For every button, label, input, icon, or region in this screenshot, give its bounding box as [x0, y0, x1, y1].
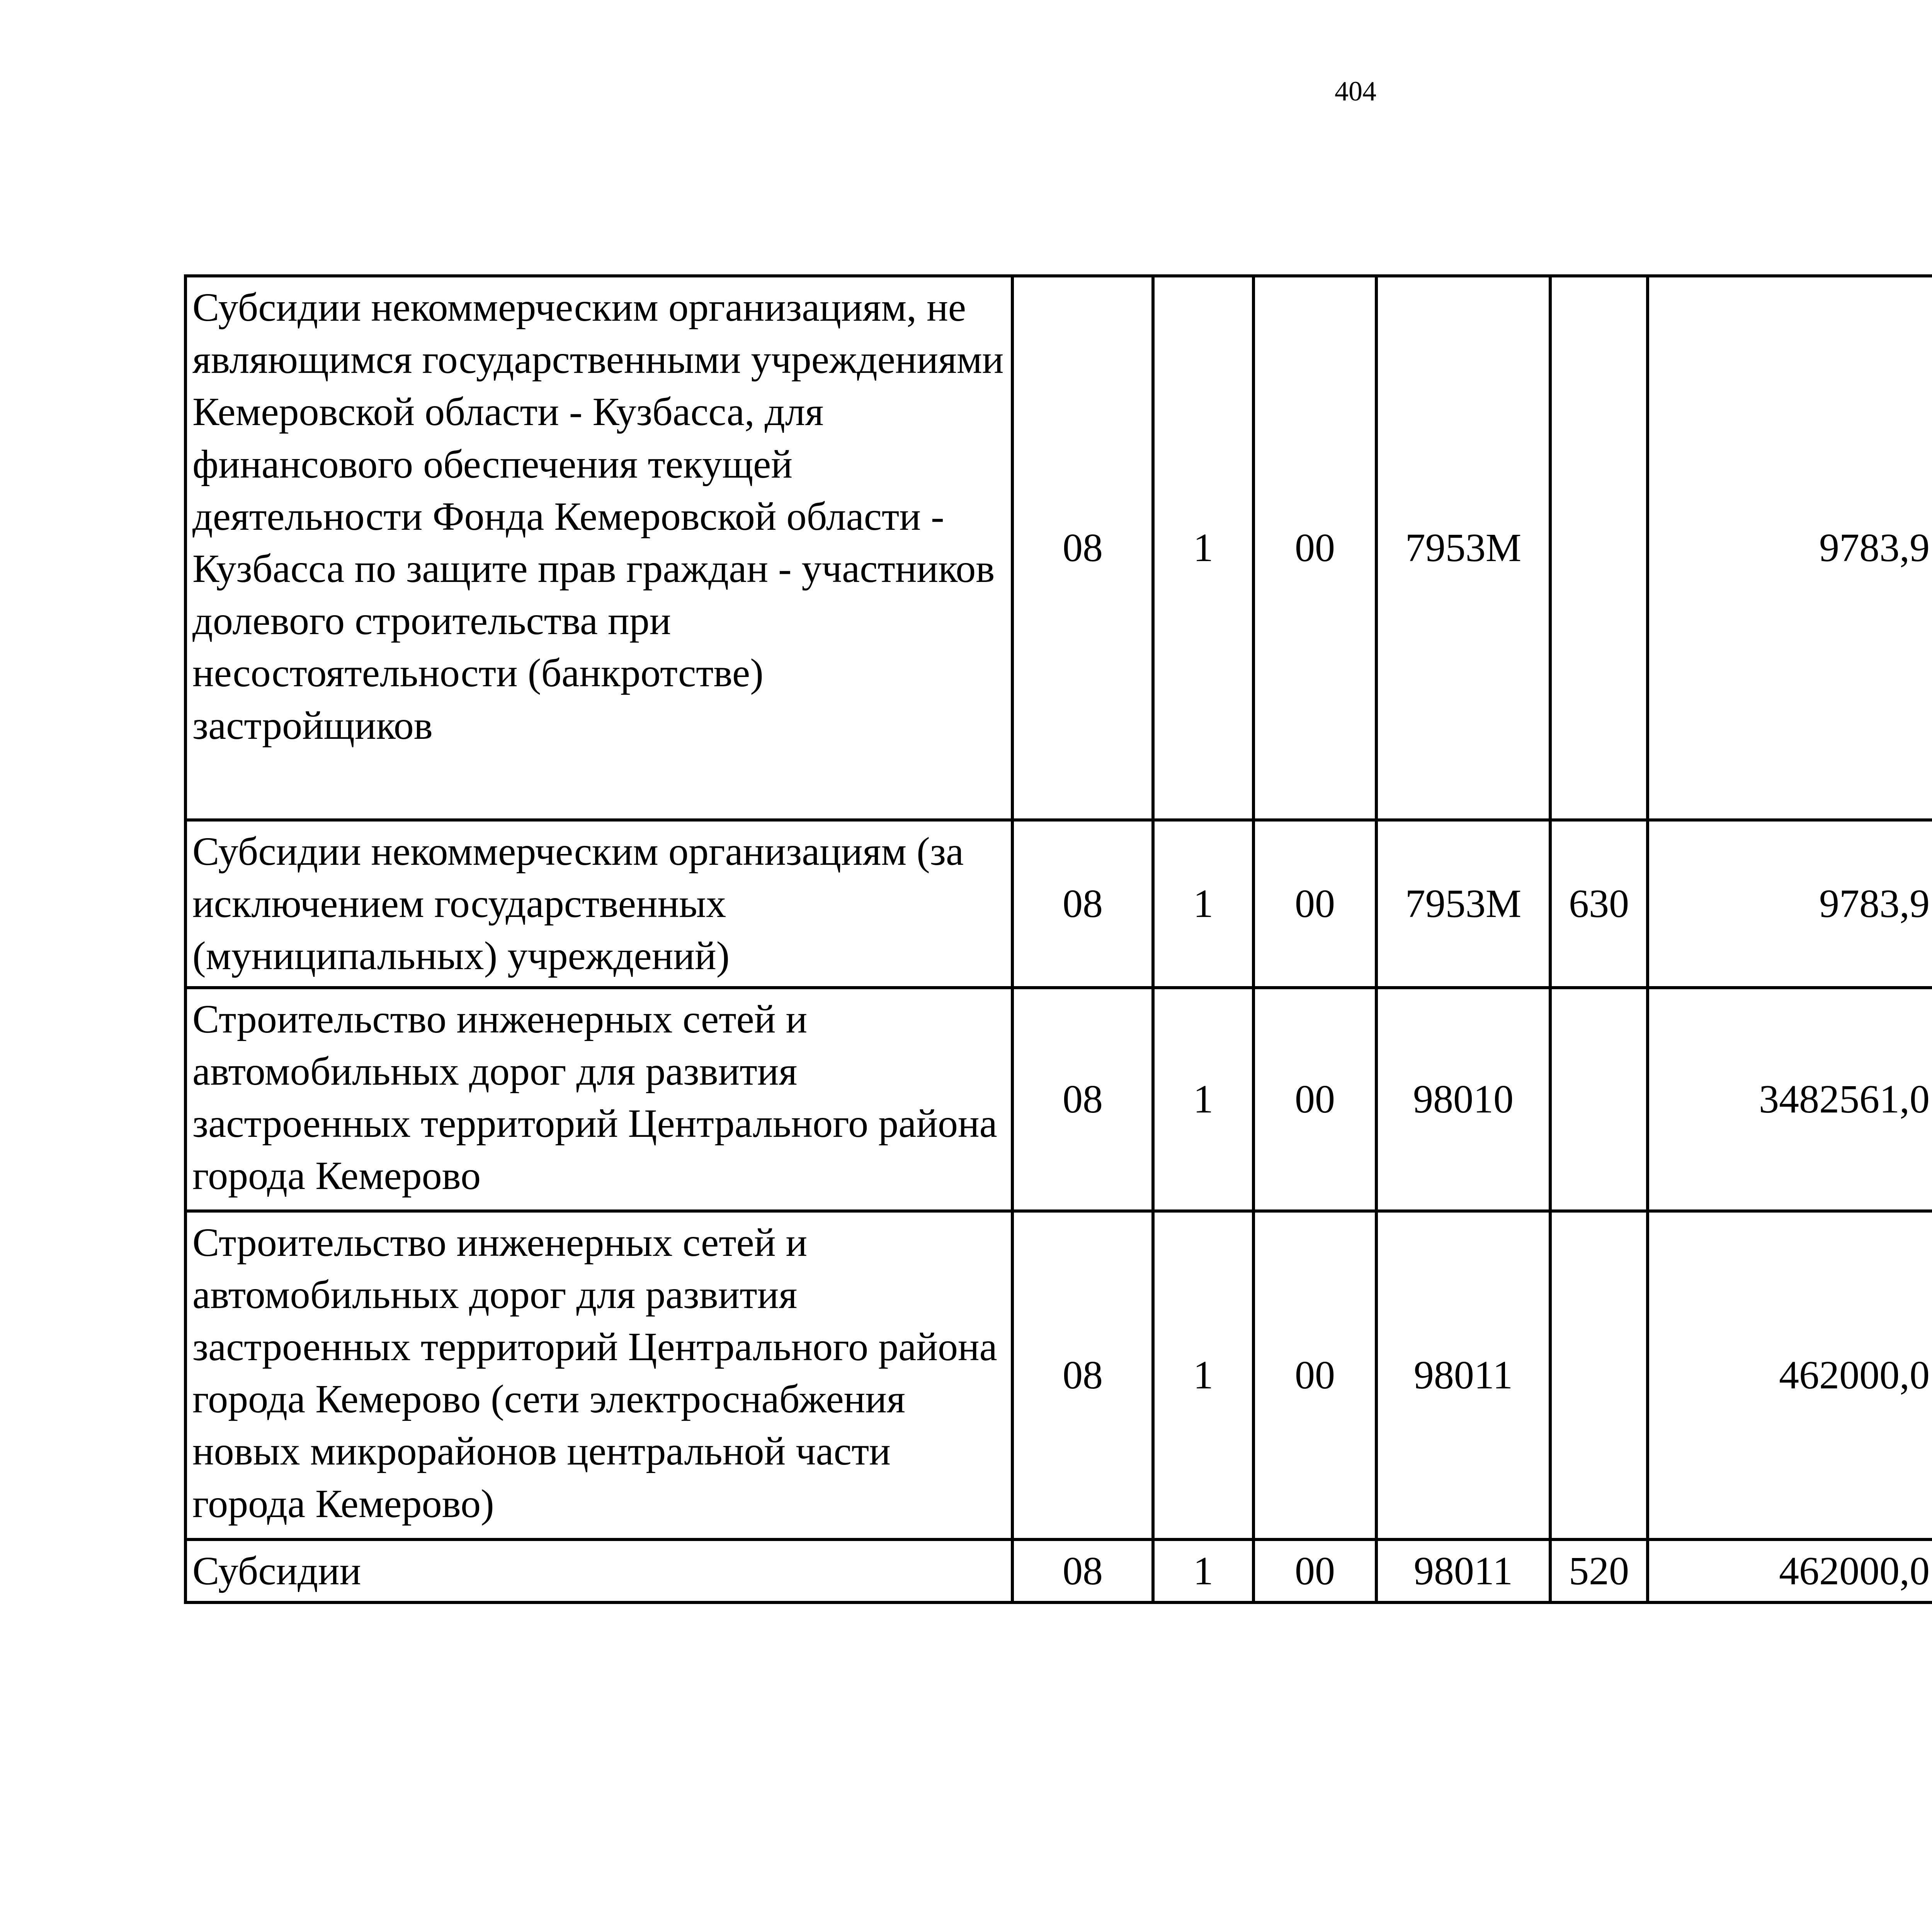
- section-code: 08: [1012, 276, 1153, 820]
- program-code: 1: [1153, 820, 1253, 988]
- direction-code: 98011: [1376, 1539, 1550, 1602]
- program-code: 1: [1153, 988, 1253, 1211]
- expense-type-code: [1550, 988, 1648, 1211]
- table-row: [185, 820, 1932, 988]
- section-code: 08: [1012, 1211, 1153, 1539]
- expense-type-code: 630: [1550, 820, 1648, 988]
- direction-code: 7953М: [1376, 276, 1550, 820]
- amount-1: 3482561,0: [1648, 988, 1932, 1211]
- program-code: 1: [1153, 1211, 1253, 1539]
- row-description: Субсидии некоммерческим организациям (за исключением государственных (муниципальных) учреждений): [185, 820, 1012, 988]
- section-code: 08: [1012, 988, 1153, 1211]
- subprogram-code: 00: [1253, 820, 1376, 988]
- table-row: [185, 988, 1932, 1211]
- budget-table: [184, 274, 1932, 1604]
- amount-1: 462000,0: [1648, 1211, 1932, 1539]
- row-description: Субсидии некоммерческим организациям, не являющимся государственными учреждениями Кемеровской области - Кузбасса, для финансового обеспечения текущей деятельности Фонда Кемеровской области - Кузбасса по защите прав граждан - участников долевого строительства при несостоятельности (банкротстве) застройщиков: [185, 276, 1012, 820]
- section-code: 08: [1012, 820, 1153, 988]
- expense-type-code: [1550, 276, 1648, 820]
- table-row: [185, 276, 1932, 820]
- direction-code: 98010: [1376, 988, 1550, 1211]
- amount-1: 9783,9: [1648, 276, 1932, 820]
- amount-1: 9783,9: [1648, 820, 1932, 988]
- row-description: Субсидии: [185, 1539, 1012, 1602]
- subprogram-code: 00: [1253, 1211, 1376, 1539]
- subprogram-code: 00: [1253, 1539, 1376, 1602]
- table-row: [185, 1211, 1932, 1539]
- direction-code: 7953М: [1376, 820, 1550, 988]
- row-description: Строительство инженерных сетей и автомобильных дорог для развития застроенных территорий Центрального района города Кемерово (сети электроснабжения новых микрорайонов центральной части города Кемерово): [185, 1211, 1012, 1539]
- direction-code: 98011: [1376, 1211, 1550, 1539]
- subprogram-code: 00: [1253, 988, 1376, 1211]
- page-number: 404: [1335, 76, 1376, 107]
- section-code: 08: [1012, 1539, 1153, 1602]
- expense-type-code: [1550, 1211, 1648, 1539]
- program-code: 1: [1153, 276, 1253, 820]
- program-code: 1: [1153, 1539, 1253, 1602]
- row-description: Строительство инженерных сетей и автомобильных дорог для развития застроенных территорий Центрального района города Кемерово: [185, 988, 1012, 1211]
- subprogram-code: 00: [1253, 276, 1376, 820]
- expense-type-code: 520: [1550, 1539, 1648, 1602]
- table-row: [185, 1539, 1932, 1602]
- amount-1: 462000,0: [1648, 1539, 1932, 1602]
